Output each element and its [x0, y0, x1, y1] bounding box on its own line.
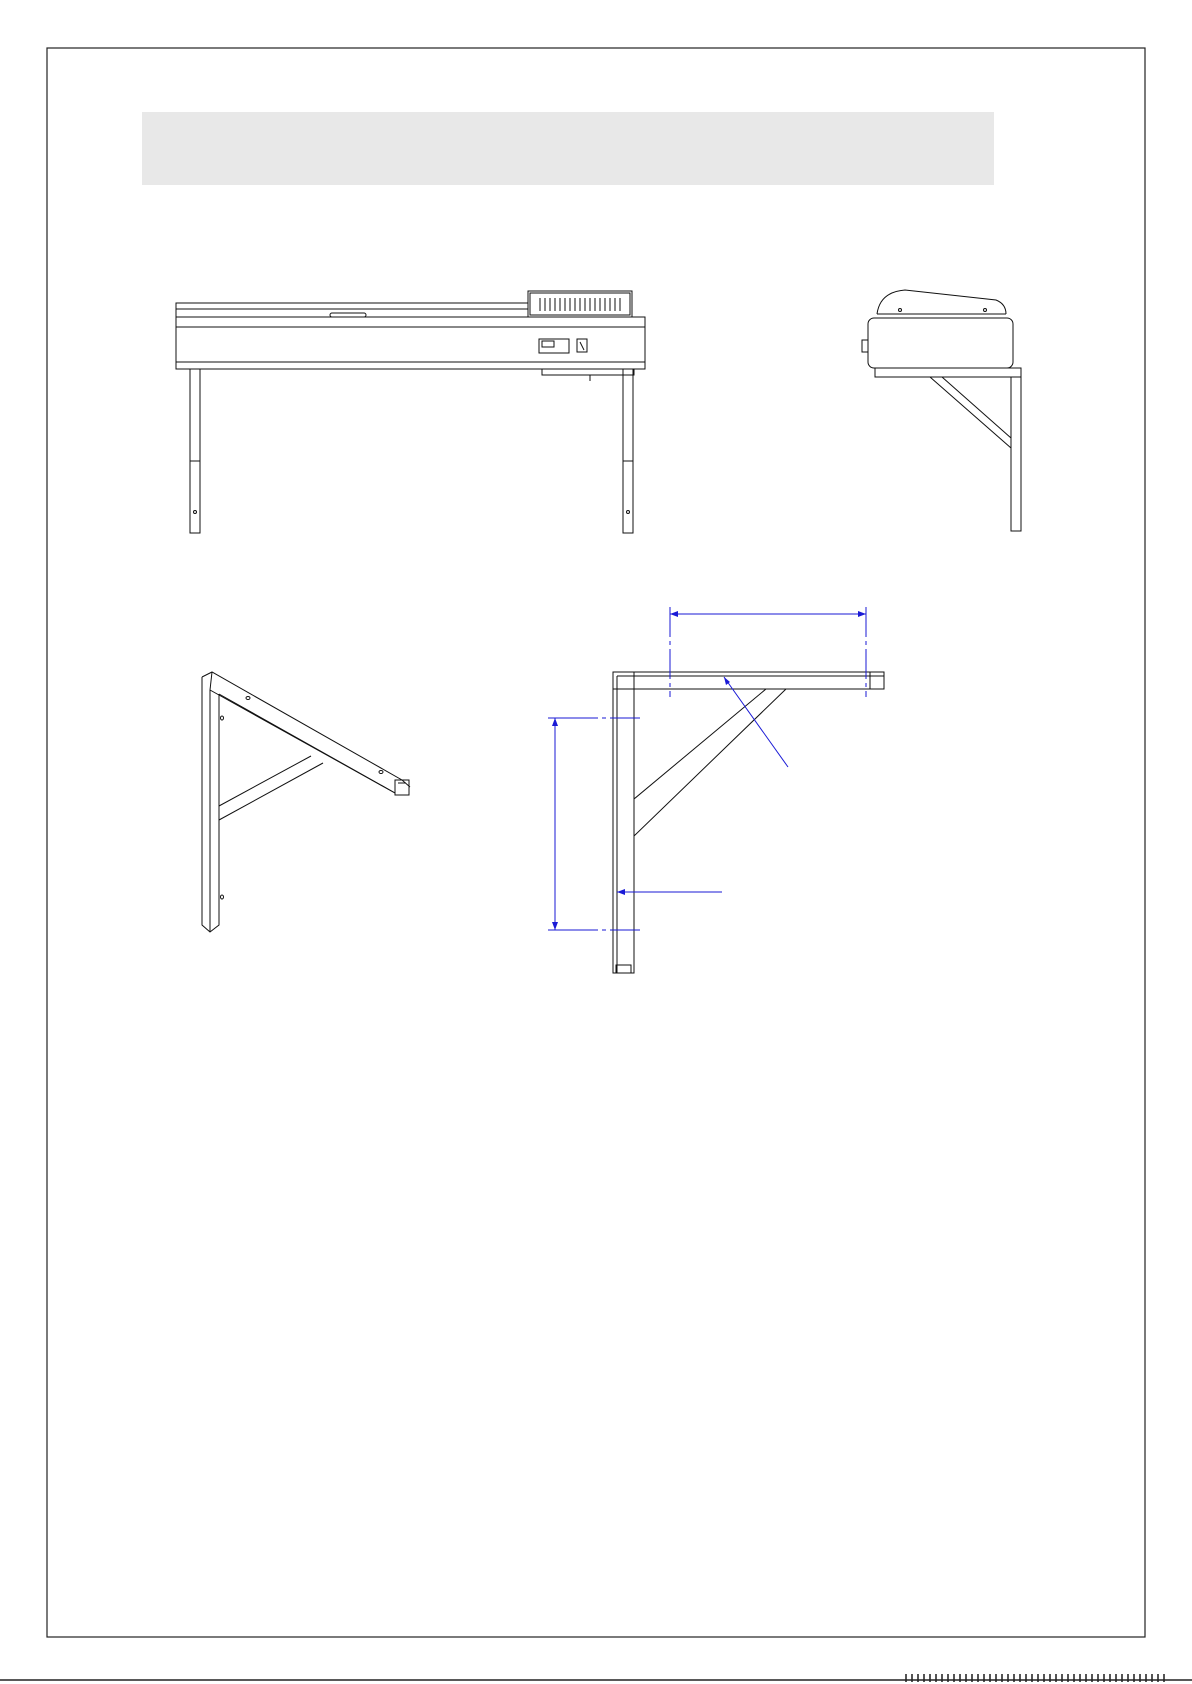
bracket-upright-leader — [617, 889, 722, 895]
vent-grille — [540, 298, 620, 311]
horizontal-dimension — [670, 607, 866, 697]
bracket-arm-leader — [724, 677, 788, 767]
bracket-elevation — [613, 672, 884, 973]
vertical-dimension — [548, 718, 640, 930]
bracket-isometric — [202, 672, 410, 932]
front-view — [176, 291, 645, 533]
dimensions — [548, 607, 866, 930]
side-view — [862, 290, 1021, 531]
sheet-border — [47, 48, 1145, 1637]
